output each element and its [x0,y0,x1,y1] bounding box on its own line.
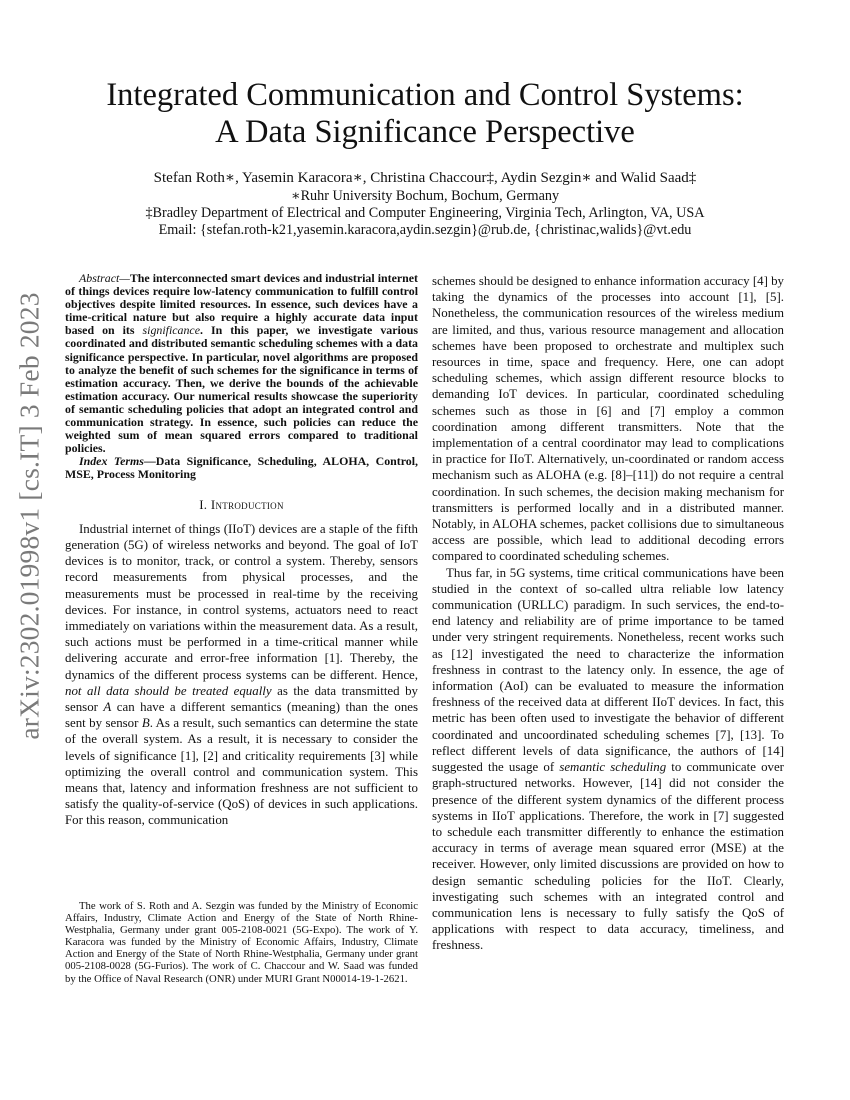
author-emails: Email: {stefan.roth-k21,yasemin.karacora,aydin.sezgin}@rub.de, {christinac,walids}@vt.edu [158,222,692,238]
abstract [65,272,418,455]
abstract-emphasis: significance [142,323,200,338]
intro-text-a: Industrial internet of things (IIoT) devices are a staple of the fifth generation (5G) of wireless networks and beyond. The goal of IoT devices is to monitor, track, or control a system. Thereby, sensors record measurements from physical processes, and the measurements must be processed in real-time by the receiving devices. For instance, in control systems, actuators need to react immediately on variations within the measurement data. As a result, such actions must be performed in a time-critical manner while delivering accurate and error-free information [1]. Thereby, the dynamics of the different process systems can be different. Hence, [65,521,418,682]
funding-footnote-text: The work of S. Roth and A. Sezgin was funded by the Ministry of Economic Affairs, Industry, Climate Action and Energy of the State of North Rhine-Westphalia, Germany under grant 005-2108-0021 (5G-Expo). The work of Y. Karacora was funded by the Ministry of Economic Affairs, Industry, Climate Action and Energy of the State of North Rhine-Westphalia, Germany under grant 005-2108-0028 (5G-Furios). The work of C. Chaccour and W. Saad was funded by the Office of Naval Research (ONR) under MURI Grant N00014-19-1-2621. [65,900,418,985]
left-column [65,272,418,829]
author-names: Stefan Roth∗, Yasemin Karacora∗, Christina Chaccour‡, Aydin Sezgin∗ and Walid Saad‡ [153,170,697,186]
intro-text-b: as the data transmitted by sensor [65,683,418,714]
abstract-text-a: The interconnected smart devices and industrial internet of things devices require low-latency communication to fulfill control objectives despite limited resources. In essence, such devices have a time-critical nature but also require a highly accurate data input based on its [65,271,418,338]
affiliation-ruhr: ∗Ruhr University Bochum, Bochum, Germany [290,188,560,204]
title-line-1: Integrated Communication and Control Systems: [106,77,744,113]
right-paragraph-2 [432,565,784,954]
section-title: Introduction [210,497,284,512]
author-block [60,170,790,239]
intro-emphasis: not all data should be treated equally [65,683,272,698]
paper-title [60,77,790,151]
right-paragraph-2-text-b: to communicate over graph-structured networks. However, [14] did not consider the presence of the different system dynamics of the different process systems in IIoT applications. Therefore, the work in [7] suggested to schedule each transmitter differently to enhance the estimation accuracy in terms of average mean squared error (MSE) at the receiver. However, only limited discussions are provided on how to design semantic scheduling policies for the IIoT. Clearly, investigating such schemes with an integrated control and communication lens is necessary to fully satisfy the QoS of applications with respect to data accuracy, timeliness, and freshness. [432,760,784,953]
intro-text-d: . As a result, such semantics can determine the state of the overall system. As a result, it is necessary to consider the levels of significance [1], [2] and criticality requirements [3] while optimizing the overall control and communication system. This means that, latency and information freshness are not sufficient to satisfy the quality-of-service (QoS) of devices in such applications. For this reason, communication [65,716,418,828]
abstract-text-b: . In this paper, we investigate various coordinated and distributed semantic scheduling schemes with a data significance perspective. In particular, novel algorithms are proposed to analyze the benefit of such schemes for the significance in terms of estimation accuracy. Then, we derive the bounds of the achievable estimation accuracy. Our numerical results showcase the superiority of semantic scheduling policies that adopt an integrated control and communication strategy. In essence, such policies can reduce the weighted sum of mean squared errors compared to traditional policies. [65,323,418,456]
section-heading-introduction [65,497,418,513]
intro-paragraph [65,521,418,829]
funding-footnote [65,900,418,985]
arxiv-identifier-stamp [5,286,55,746]
right-paragraph-2-emphasis: semantic scheduling [559,760,667,775]
index-terms [65,455,418,481]
right-paragraph-2-text-a: Thus far, in 5G systems, time critical communications have been studied in the context of so-called ultra reliable low latency communication (URLLC) paradigm. In such services, the end-to-end latency and reliability are of prime importance to be tamed under very stringent requirements. Nonetheless, recent works such as [12] investigated the need to characterize the information freshness in contrast to the latency only. In essence, the age of information (AoI) can be evaluated to measure the information freshness of the received data at different IIoT devices. In fact, this metric has been often used to investigate the behavior of different coordinated and uncoordinated scheduling schemes [7], [13]. To reflect different levels of data significance, the authors of [14] suggested the usage of [432,565,784,775]
variable-a: A [103,699,112,714]
title-line-2: A Data Significance Perspective [215,114,635,150]
arxiv-identifier-text: arXiv:2302.01998v1 [cs.IT] 3 Feb 2023 [14,292,45,740]
abstract-label: Abstract— [79,271,130,285]
intro-text-c: can have a different semantics (meaning) than the ones sent by sensor [65,699,418,731]
right-paragraph-1: schemes should be designed to enhance information accuracy [4] by taking the dynamics of the processes into account [1], [5]. Nonetheless, the communication resources of the wireless medium are limited, and thus, various resource management and allocation schemes have been proposed to orchestrate and multiplex such resources in time, space and frequency. Here, one can adopt scheduling schemes, which assign different resource blocks to demanding IoT devices. In particular, coordinated scheduling schemes such as those in [6] and [7] employ a common coordination among different transmitters. Note that the implementation of a central coordinator may lead to complications in practice for IIoT. Alternatively, un-coordinated or random access mechanism such as ALOHA (e.g. [8]–[11]) do not require a central coordination. In such schemes, the decision making mechanism for transmitters is performed locally and in a distributed manner. Notably, in ALOHA schemes, packet collisions due to simultaneous access are possible, which lead to additional decoding errors compared to coordinated scheduling schemes. [432,274,784,564]
section-number: I. [199,497,208,512]
right-column [432,273,784,954]
variable-b: B [141,716,150,731]
affiliation-virginia-tech: ‡Bradley Department of Electrical and Computer Engineering, Virginia Tech, Arlington, VA, USA [145,205,705,221]
index-terms-text: —Data Significance, Scheduling, ALOHA, Control, MSE, Process Monitoring [65,454,418,482]
index-terms-label: Index Terms [79,454,144,469]
